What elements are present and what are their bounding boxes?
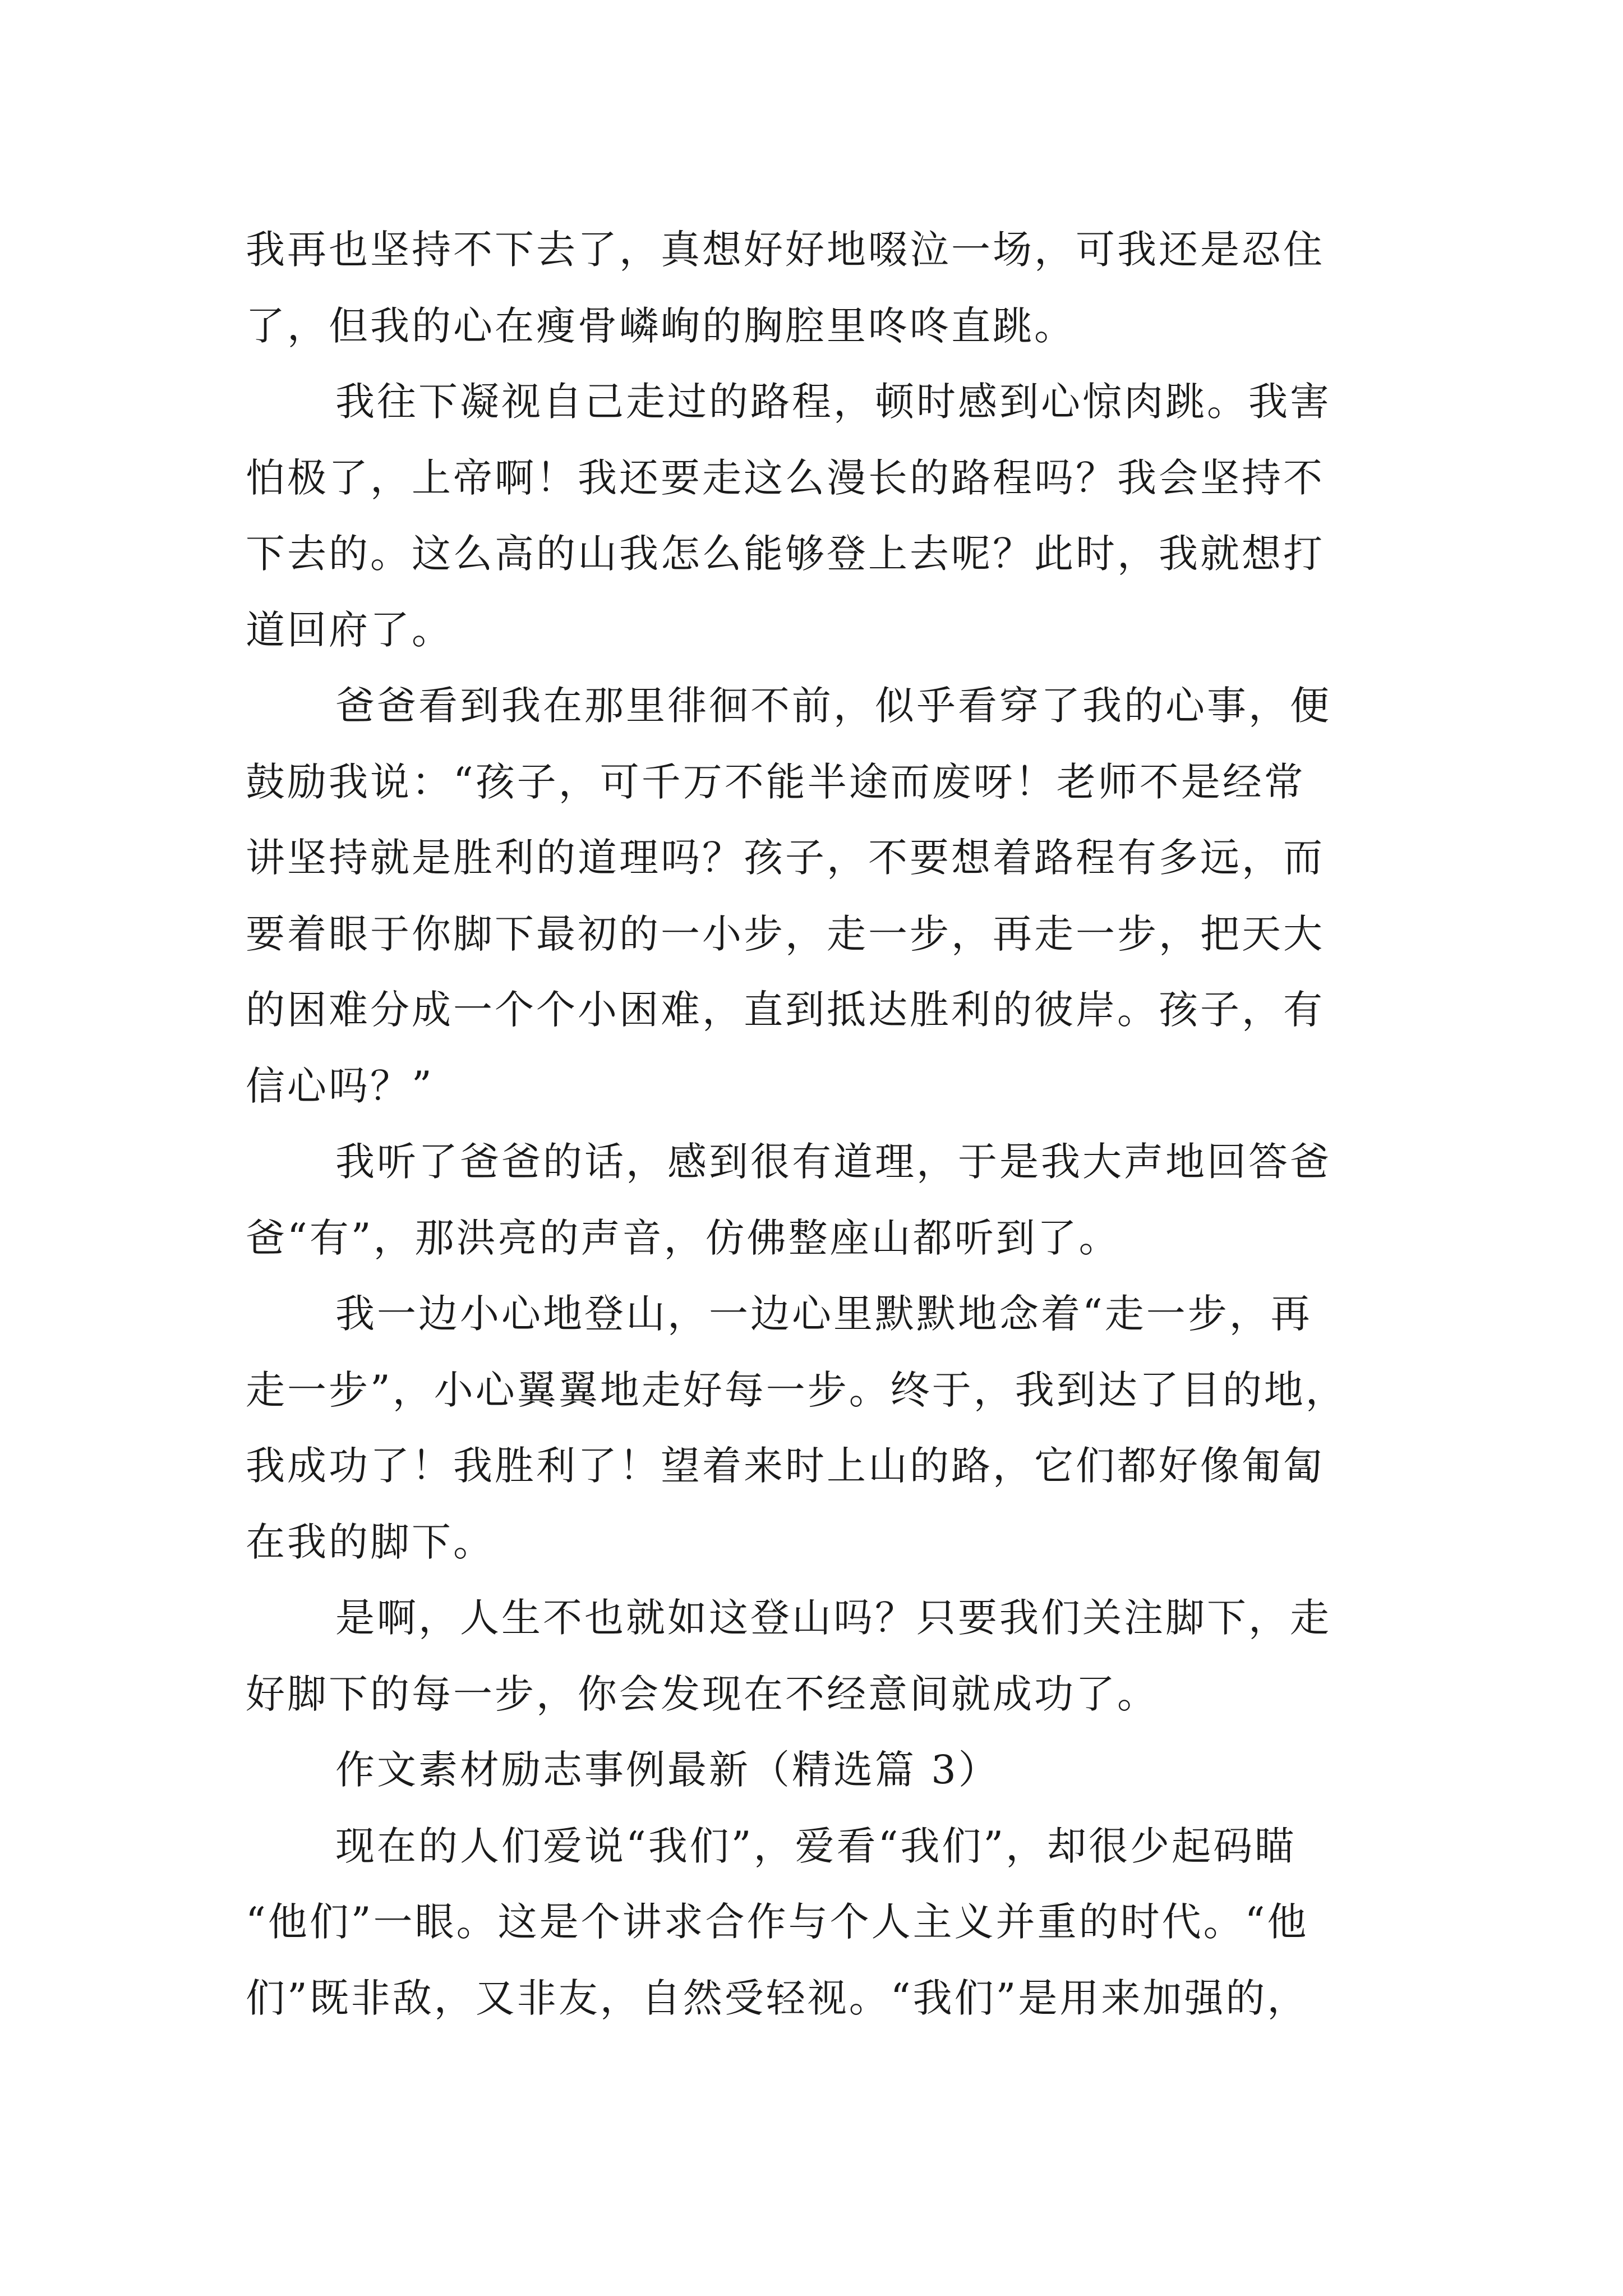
text-line: 讲坚持就是胜利的道理吗？孩子，不要想着路程有多远，而 xyxy=(246,835,1325,881)
text-line: 信心吗？” xyxy=(246,1062,434,1109)
text-line: 我听了爸爸的话，感到很有道理，于是我大声地回答爸 xyxy=(335,1139,1331,1185)
text-line: 道回府了。 xyxy=(246,606,453,653)
text-line: 在我的脚下。 xyxy=(246,1519,495,1565)
text-line: 爸爸看到我在那里徘徊不前，似乎看穿了我的心事，便 xyxy=(335,683,1331,729)
text-line: 是啊，人生不也就如这登山吗？只要我们关注脚下，走 xyxy=(335,1595,1331,1641)
text-line: 了，但我的心在瘦骨嶙峋的胸腔里咚咚直跳。 xyxy=(246,302,1076,349)
text-line: 我一边小心地登山，一边心里默默地念着“走一步，再 xyxy=(335,1291,1312,1337)
text-line: 现在的人们爱说“我们”，爱看“我们”，却很少起码瞄 xyxy=(335,1823,1297,1869)
text-line: 怕极了，上帝啊！我还要走这么漫长的路程吗？我会坚持不 xyxy=(246,454,1325,501)
text-line: 们”既非敌，又非友，自然受轻视。“我们”是用来加强的， xyxy=(246,1975,1309,2021)
text-line: 要着眼于你脚下最初的一小步，走一步，再走一步，把天大 xyxy=(246,910,1325,957)
text-line: 走一步”，小心翼翼地走好每一步。终于，我到达了目的地， xyxy=(246,1366,1347,1413)
text-line: 我往下凝视自己走过的路程，顿时感到心惊肉跳。我害 xyxy=(335,379,1331,425)
text-line: 下去的。这么高的山我怎么能够登上去呢？此时，我就想打 xyxy=(246,531,1325,577)
text-line: 作文素材励志事例最新（精选篇 3） xyxy=(335,1747,1000,1793)
document-body xyxy=(246,212,1432,2036)
text-line: 鼓励我说：“孩子，可千万不能半途而废呀！老师不是经常 xyxy=(246,758,1306,805)
text-line: 我成功了！我胜利了！望着来时上山的路，它们都好像匍匐 xyxy=(246,1443,1325,1489)
text-line: 我再也坚持不下去了，真想好好地啜泣一场，可我还是忍住 xyxy=(246,227,1325,273)
text-line: 好脚下的每一步，你会发现在不经意间就成功了。 xyxy=(246,1671,1159,1717)
text-line: “他们”一眼。这是个讲求合作与个人主义并重的时代。“他 xyxy=(246,1899,1309,1945)
text-line: 的困难分成一个个小困难，直到抵达胜利的彼岸。孩子，有 xyxy=(246,987,1325,1033)
text-line: 爸“有”，那洪亮的声音，仿佛整座山都听到了。 xyxy=(246,1214,1121,1261)
